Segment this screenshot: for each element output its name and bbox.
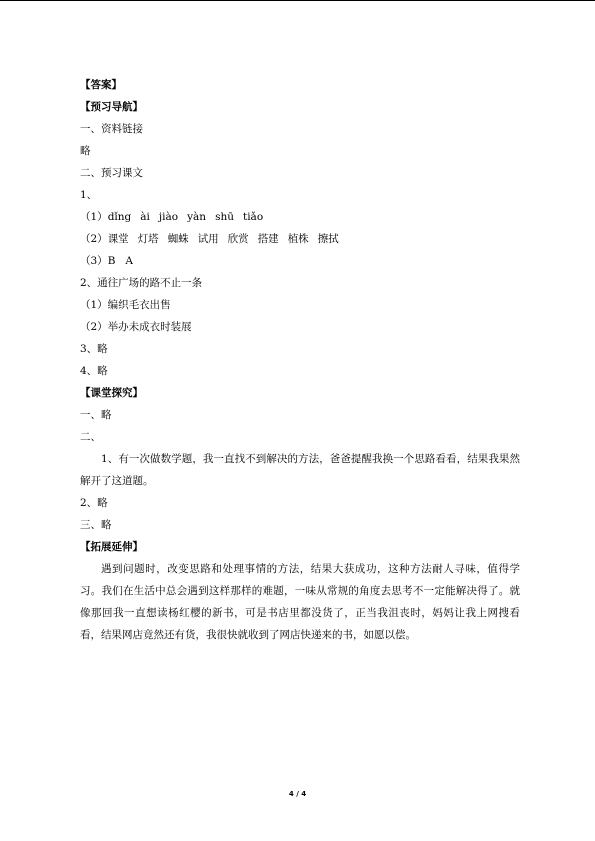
- word-item: 欣赏: [227, 233, 249, 245]
- pinyin-item: dǐng: [107, 211, 132, 223]
- word-item: 植株: [287, 233, 309, 245]
- word-item: 蜘蛛: [167, 233, 189, 245]
- explore-q2: 2、略: [80, 497, 108, 509]
- word-item: 擦拭: [317, 233, 339, 245]
- preview-part1: 一、资料链接: [80, 123, 143, 135]
- extend-paragraph: 遇到问题时，改变思路和处理事情的方法，结果大获成功，这种方法耐人寻味，值得学习。我们在生活中总会遇到这样那样的难题，一味从常规的角度去思考不一定能解决得了。就像那回我一直想读杨红樱的新书，可是书店里都没货了，正当我沮丧时，妈妈让我上网搜看看，结果网店竟然还有货，我很快就收到了网店快递来的书，如愿以偿。: [80, 563, 520, 641]
- pinyin-item: shū: [215, 211, 234, 223]
- section-preview-title: 【预习导航】: [80, 101, 143, 113]
- choice-answer: B: [107, 255, 116, 267]
- word-item: 搭建: [257, 233, 279, 245]
- explore-q1: 1、有一次做数学题，我一直找不到解决的方法，爸爸提醒我换一个思路看看，结果我果然解开了这道题。: [80, 453, 520, 487]
- preview-q2-2: （2）举办未成衣时装展: [80, 321, 192, 333]
- word-item: 灯塔: [137, 233, 159, 245]
- explore-part2: 二、: [80, 431, 101, 443]
- preview-q2: 2、通往广场的路不止一条: [80, 277, 203, 289]
- preview-q2-1: （1）编织毛衣出售: [80, 299, 171, 311]
- answer-content: [80, 74, 520, 646]
- preview-q4: 4、略: [80, 365, 108, 377]
- word-item: 试用: [197, 233, 219, 245]
- page-number: 4 / 4: [288, 790, 307, 798]
- pinyin-item: tiǎo: [242, 211, 264, 223]
- heading-answer: 【答案】: [80, 79, 122, 91]
- pinyin-item: yàn: [187, 211, 207, 223]
- preview-part1-answer: 略: [80, 145, 91, 157]
- preview-q3: 3、略: [80, 343, 108, 355]
- preview-q1: 1、: [80, 189, 98, 201]
- section-explore-title: 【课堂探究】: [80, 387, 143, 399]
- pinyin-item: jiào: [158, 211, 179, 223]
- preview-q1-1: [80, 206, 520, 228]
- q1-3-label: （3）: [80, 255, 108, 267]
- word-item: 课堂: [107, 233, 129, 245]
- choice-answer: A: [125, 255, 133, 267]
- preview-q1-3: [80, 250, 520, 272]
- section-extend-title: 【拓展延伸】: [80, 541, 143, 553]
- explore-part1: 一、略: [80, 409, 112, 421]
- q1-2-label: （2）: [80, 233, 108, 245]
- top-rule: [0, 0, 595, 1]
- preview-part2: 二、预习课文: [80, 167, 143, 179]
- explore-part3: 三、略: [80, 519, 112, 531]
- q1-1-label: （1）: [80, 211, 108, 223]
- preview-q1-2: [80, 228, 520, 250]
- pinyin-item: ài: [140, 211, 150, 223]
